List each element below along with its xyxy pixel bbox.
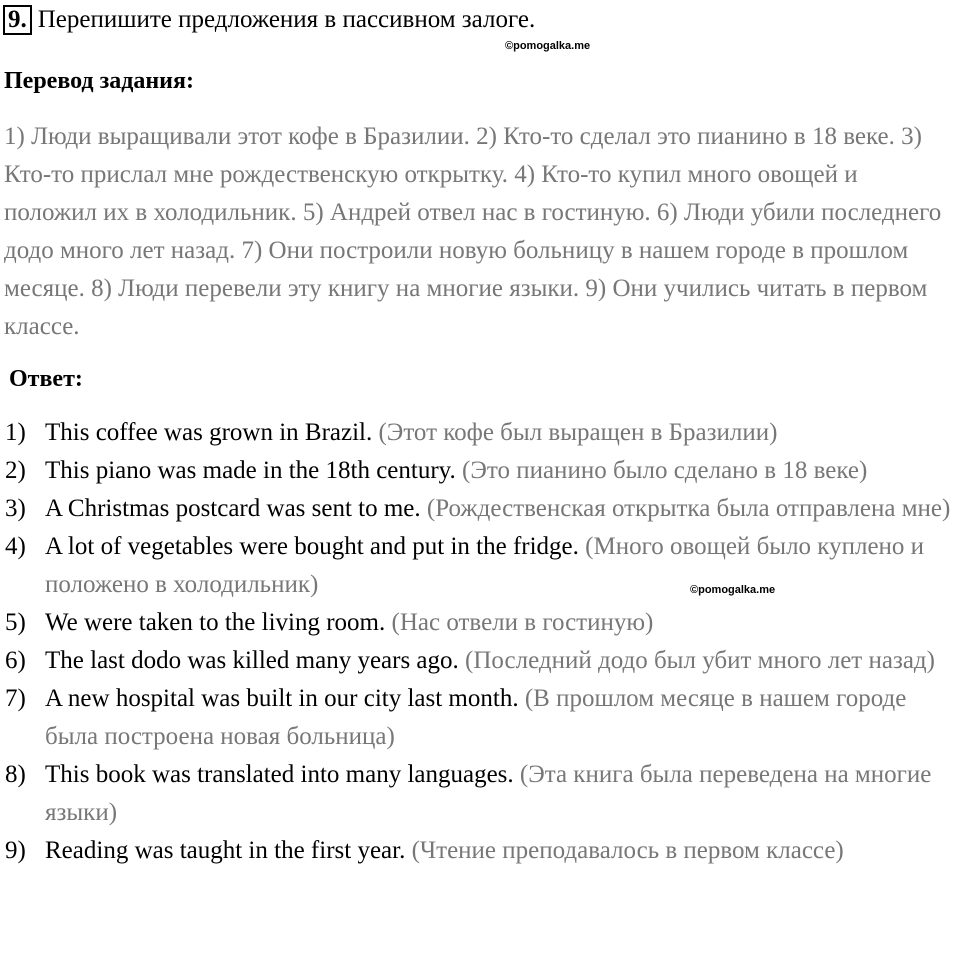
item-english: Reading was taught in the first year. (45, 837, 406, 864)
task-number: 9. (3, 5, 32, 35)
answer-item (5, 452, 955, 490)
item-number: 9) (5, 837, 26, 864)
item-number: 8) (5, 761, 26, 788)
answer-item (5, 490, 955, 528)
item-number: 6) (5, 647, 26, 674)
answer-item (5, 642, 955, 680)
item-english: This book was translated into many languages. (45, 761, 514, 788)
item-english: A lot of vegetables were bought and put in the fridge. (45, 533, 579, 560)
item-russian: (Эта книга была переведена на многие языки) (45, 761, 932, 826)
item-russian: (Это пианино было сделано в 18 веке) (462, 457, 868, 484)
item-number: 1) (5, 419, 26, 446)
item-russian: (Много овощей было куплено и положено в холодильник) (45, 533, 925, 598)
answer-heading: Ответ: (9, 366, 83, 392)
translation-heading: Перевод задания: (4, 68, 194, 94)
item-english: A new hospital was built in our city last month. (45, 685, 519, 712)
item-russian: (Последний додо был убит много лет назад) (465, 647, 935, 674)
item-number: 7) (5, 685, 26, 712)
item-russian: (Чтение преподавалось в первом классе) (411, 837, 844, 864)
task-instruction: Перепишите предложения в пассивном залоге. (37, 6, 536, 33)
item-russian: (Нас отвели в гостиную) (391, 609, 654, 636)
watermark-top: ©pomogalka.me (505, 40, 591, 52)
answer-item (5, 528, 955, 604)
task-header (3, 4, 535, 36)
item-english: This coffee was grown in Brazil. (45, 419, 373, 446)
item-russian: (Рождественская открытка была отправлена мне) (426, 495, 951, 522)
item-number: 4) (5, 533, 26, 560)
answer-item (5, 832, 955, 870)
item-number: 2) (5, 457, 26, 484)
item-russian: (В прошлом месяце в нашем городе была построена новая больница) (45, 685, 907, 750)
answer-item (5, 756, 955, 832)
item-number: 3) (5, 495, 26, 522)
answer-item (5, 604, 955, 642)
item-english: We were taken to the living room. (45, 609, 386, 636)
translation-text: 1) Люди выращивали этот кофе в Бразилии. 2) Кто-то сделал это пианино в 18 веке. 3) Кто-то прислал мне рождественскую открытку. 4) Кто-то купил много овощей и положил их в холодильник. 5) Андрей отвел нас в гостиную. 6) Люди убили последнего додо много лет назад. 7) Они построили новую больницу в нашем городе в прошлом месяце. 8) Люди перевели эту книгу на многие языки. 9) Они учились читать в первом классе. (4, 123, 942, 340)
item-number: 5) (5, 609, 26, 636)
item-english: A Christmas postcard was sent to me. (45, 495, 421, 522)
item-russian: (Этот кофе был выращен в Бразилии) (378, 419, 778, 446)
item-english: The last dodo was killed many years ago. (45, 647, 459, 674)
answer-list (5, 414, 955, 870)
answer-item (5, 680, 955, 756)
item-english: This piano was made in the 18th century. (45, 457, 456, 484)
answer-item (5, 414, 955, 452)
watermark-middle: ©pomogalka.me (690, 584, 776, 596)
